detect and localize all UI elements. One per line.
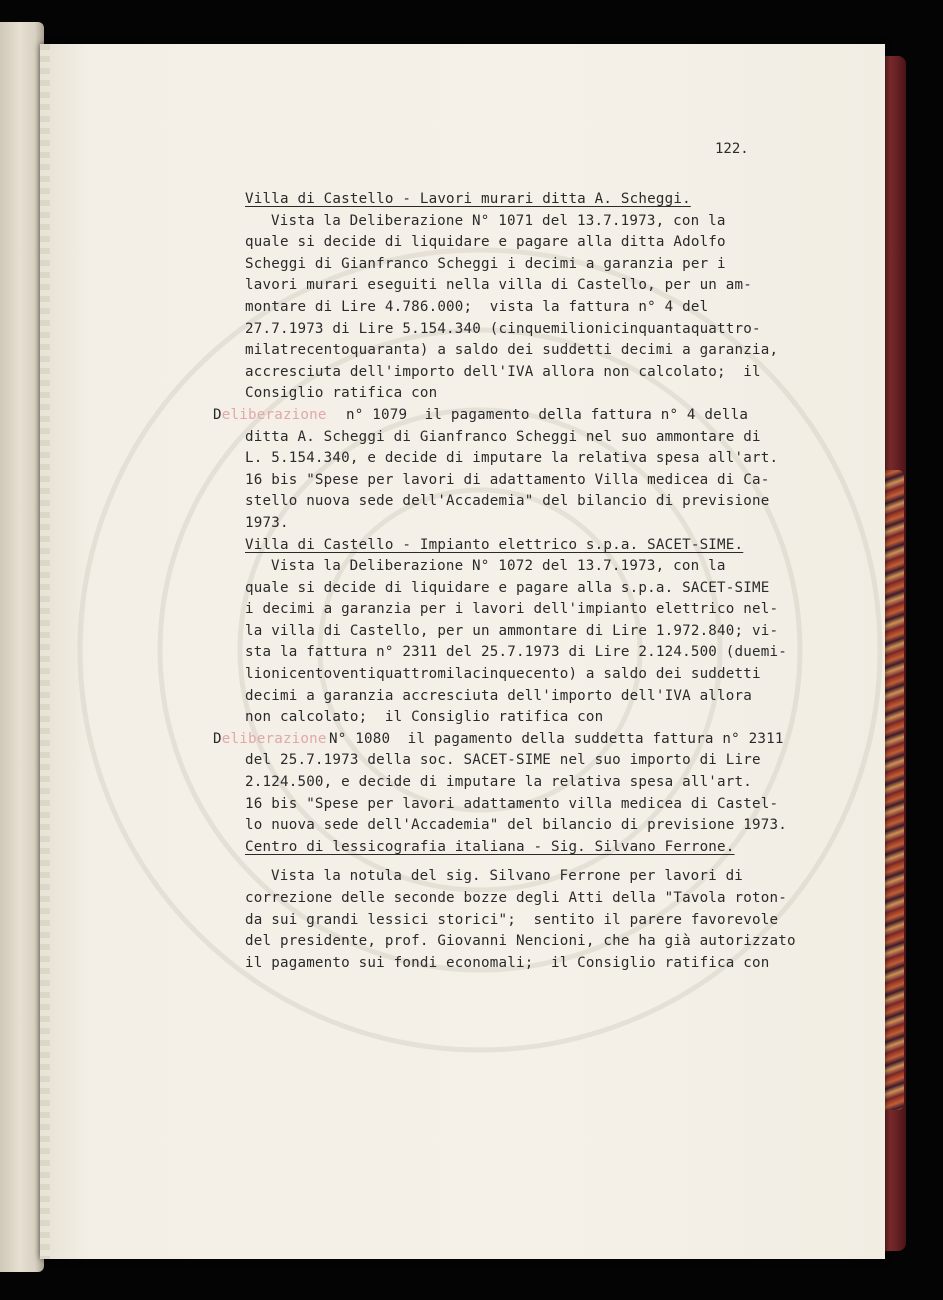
text-line: la villa di Castello, per un ammontare di Lire 1.972.840; vi- [245, 622, 779, 639]
page-number: 122. [715, 141, 749, 157]
text-line: non calcolato; il Consiglio ratifica con [245, 709, 604, 726]
text-line: lo nuova sede dell'Accademia" del bilancio di previsione 1973. [245, 817, 787, 834]
text-line: stello nuova sede dell'Accademia" del bilancio di previsione [245, 493, 770, 510]
text-line: decimi a garanzia accresciuta dell'importo dell'IVA allora [245, 687, 753, 704]
text-line: sta la fattura n° 2311 del 25.7.1973 di Lire 2.124.500 (duemi- [245, 644, 787, 661]
margin-label-initial: D [213, 730, 222, 747]
text-line: montare di Lire 4.786.000; vista la fattura n° 4 del [245, 298, 709, 315]
deliberation-block [213, 729, 825, 751]
section-heading: Villa di Castello - Lavori murari ditta A. Scheggi. [245, 191, 691, 207]
paragraph-spacer [245, 858, 825, 866]
text-line: quale si decide di liquidare e pagare alla ditta Adolfo [245, 234, 726, 251]
margin-label-rest: eliberazione [221, 406, 327, 423]
deliberazione-margin-label [213, 405, 327, 427]
text-line: N° 1080 il pagamento della suddetta fattura n° 2311 [329, 730, 784, 747]
text-line: 27.7.1973 di Lire 5.154.340 (cinquemilionicinquantaquattro- [245, 320, 761, 337]
text-line: del presidente, prof. Giovanni Nencioni, che ha già autorizzato [245, 933, 796, 950]
text-line: Vista la notula del sig. Silvano Ferrone per lavori di [271, 868, 744, 885]
section-heading: Villa di Castello - Impianto elettrico s.p.a. SACET-SIME. [245, 536, 744, 553]
text-line: 1973. [245, 514, 289, 531]
previous-page-edge [0, 22, 44, 1272]
text-line: accresciuta dell'importo dell'IVA allora non calcolato; il [245, 363, 761, 380]
section-heading: Centro di lessicografia italiana - Sig. Silvano Ferrone. [245, 838, 735, 855]
text-line: ditta A. Scheggi di Gianfranco Scheggi nel suo ammontare di [245, 428, 761, 445]
text-line: da sui grandi lessici storici"; sentito il parere favorevole [245, 911, 779, 928]
page-gutter [40, 44, 50, 1259]
text-line: n° 1079 il pagamento della fattura n° 4 della [346, 406, 749, 423]
text-line: L. 5.154.340, e decide di imputare la relativa spesa all'art. [245, 450, 779, 467]
text-line: quale si decide di liquidare e pagare alla s.p.a. SACET-SIME [245, 579, 770, 596]
text-line: correzione delle seconde bozze degli Atti della "Tavola roton- [245, 890, 787, 906]
text-line: milatrecentoquaranta) a saldo dei suddetti decimi a garanzia, [245, 342, 779, 359]
text-line: 2.124.500, e decide di imputare la relativa spesa all'art. [245, 774, 753, 791]
text-line: Vista la Deliberazione N° 1071 del 13.7.1973, con la [271, 212, 726, 229]
text-line: lavori murari eseguiti nella villa di Castello, per un am- [245, 277, 753, 294]
text-line: lionicentoventiquattromilacinquecento) a saldo dei suddetti [245, 666, 761, 683]
text-line: 16 bis "Spese per lavori adattamento villa medicea di Castel- [245, 795, 779, 812]
deliberation-block [213, 405, 825, 427]
text-line: del 25.7.1973 della soc. SACET-SIME nel suo importo di Lire [245, 752, 761, 769]
text-line: Scheggi di Gianfranco Scheggi i decimi a garanzia per i [245, 255, 726, 272]
deliberazione-margin-label [213, 729, 327, 751]
document-body [213, 189, 825, 974]
margin-label-initial: D [213, 406, 222, 423]
text-line: i decimi a garanzia per i lavori dell'impianto elettrico nel- [245, 601, 779, 618]
marbled-endpaper [882, 470, 904, 1110]
margin-label-rest: eliberazione [221, 730, 327, 747]
text-line: Consiglio ratifica con [245, 385, 438, 402]
text-line: Vista la Deliberazione N° 1072 del 13.7.1973, con la [271, 558, 726, 575]
text-line: il pagamento sui fondi economali; il Consiglio ratifica con [245, 954, 770, 971]
text-line: 16 bis "Spese per lavori di adattamento Villa medicea di Ca- [245, 471, 770, 488]
